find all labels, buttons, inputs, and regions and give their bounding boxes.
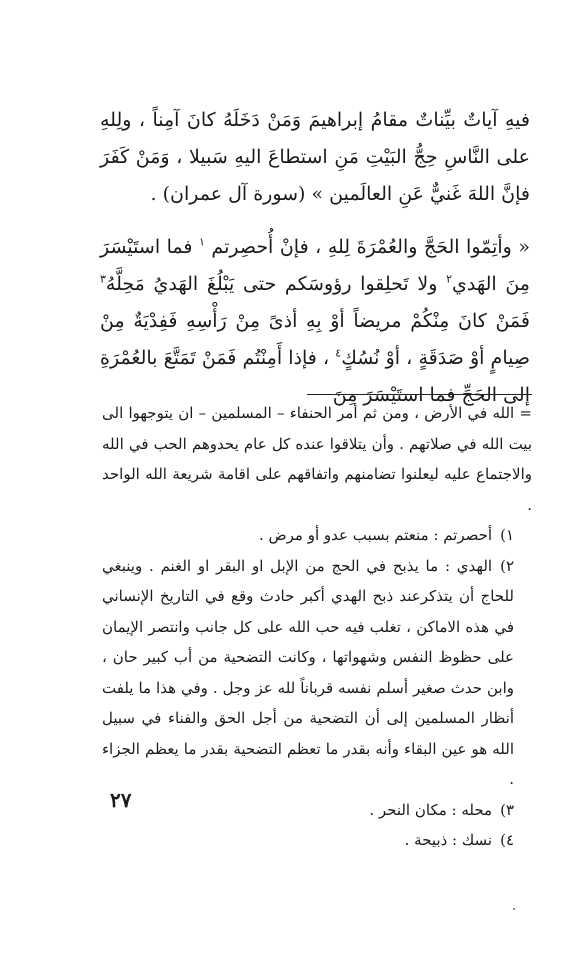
footnote-text: أحصرتم : منعتم بسبب عدو أو مرض . [258,526,493,544]
footnotes-section [102,398,532,856]
footnote-item-2 [102,551,532,795]
footnote-item-3 [102,795,532,826]
page-number: ٢٧ [110,788,132,812]
main-text [100,102,530,414]
footnote-number: ٤) [500,831,514,849]
footnote-number: ٣) [500,800,514,819]
footnote-number: ٢) [500,556,514,575]
main-paragraph-1: فيهِ آياتٌ بيِّناتٌ مقامُ إبراهيمَ وَمَنْ دَخَلَهُ كانَ آمِناً ، ولِلهِ على النَّاسِ حِجُّ البَيْتِ مَنِ استطاعَ اليهِ سَبيلا ، وَمَنْ كَفَرَ فإنَّ اللهَ غَنيٌّ عَنِ العالَمين » (سورة آل عمران) . [100,109,530,205]
footnote-text: نسك : ذبيحة . [404,831,493,849]
footnote-ref-3: ٣ [100,272,106,286]
main-text-segment: ، فإذا أَمِنْتُم فَمَنْ تَمَتَّعَ بالعُمْرَةِ إلى الحَجِّ فما استَيْسَرَ مِنَ [100,347,530,406]
footnote-text: الهدي : ما يذبح في الحج من الإبل او البقر او الغنم . وينبغي للحاج أن يتذكرعند ذبح الهدي أكبر حادث وقع في التاريخ الإنساني في هذه الاماكن ، تغلب فيه حب الله على كل جانب وانتصر الإيمان على حظوظ النفس وشهواتها ، وكانت التضحية من أب كبير حان ، وابن حدث صغير أسلم نفسه قرباناً لله عز وجل . وفي هذا ما يلفت أنظار المسلمين إلى أن التضحية من أجل الحق والفناء في سبيل الله هو عين البقاء وأنه بقدر ما تعظم التضحية بقدر ما يعظم الجزاء . [102,556,514,788]
main-text-segment: ولا تَحلِقوا رؤوسَكم حتى يَبْلُغَ الهَديُ مَحِلَّهُ [105,273,438,295]
main-text-segment: فما استَيْسَرَ مِنَ الهَدي [100,236,530,295]
footnote-text: محله : مكان النحر . [369,800,493,819]
footnote-continuation: = الله في الأرض ، ومن ثم أمر الحنفاء – المسلمين – ان يتوجهوا الى بيت الله في صلاتهم . وأن يتلاقوا عنده كل عام يحدوهم الحب في الله والاجتماع عليه ليعلنوا تضامنهم واتفاقهم على اقامة شريعة الله الواحد . [102,404,532,514]
footnote-ref-1: ١ [198,235,205,249]
main-text-segment: « وأتِمّوا الحَجَّ والعُمْرَةَ لِلهِ ، فإنْ أُحصِرتم [211,236,530,258]
main-text-segment: فَمَنْ كانَ مِنْكُمْ مريضاً أوْ بِهِ أذىً مِنْ رَأْسِهِ فَفِدْيَةٌ مِنْ صِيامٍ أوْ صَدَقَةٍ ، أوْ نُسُكٍ [100,310,530,369]
main-paragraph-2 [100,229,530,414]
scan-speck [513,908,515,910]
footnote-ref-2: ٢ [446,272,452,286]
footnote-item-1 [102,520,532,551]
footnote-item-4 [102,825,532,856]
footnote-divider [307,394,532,395]
footnote-ref-4: ٤ [335,346,342,360]
footnote-number: ١) [500,526,514,544]
